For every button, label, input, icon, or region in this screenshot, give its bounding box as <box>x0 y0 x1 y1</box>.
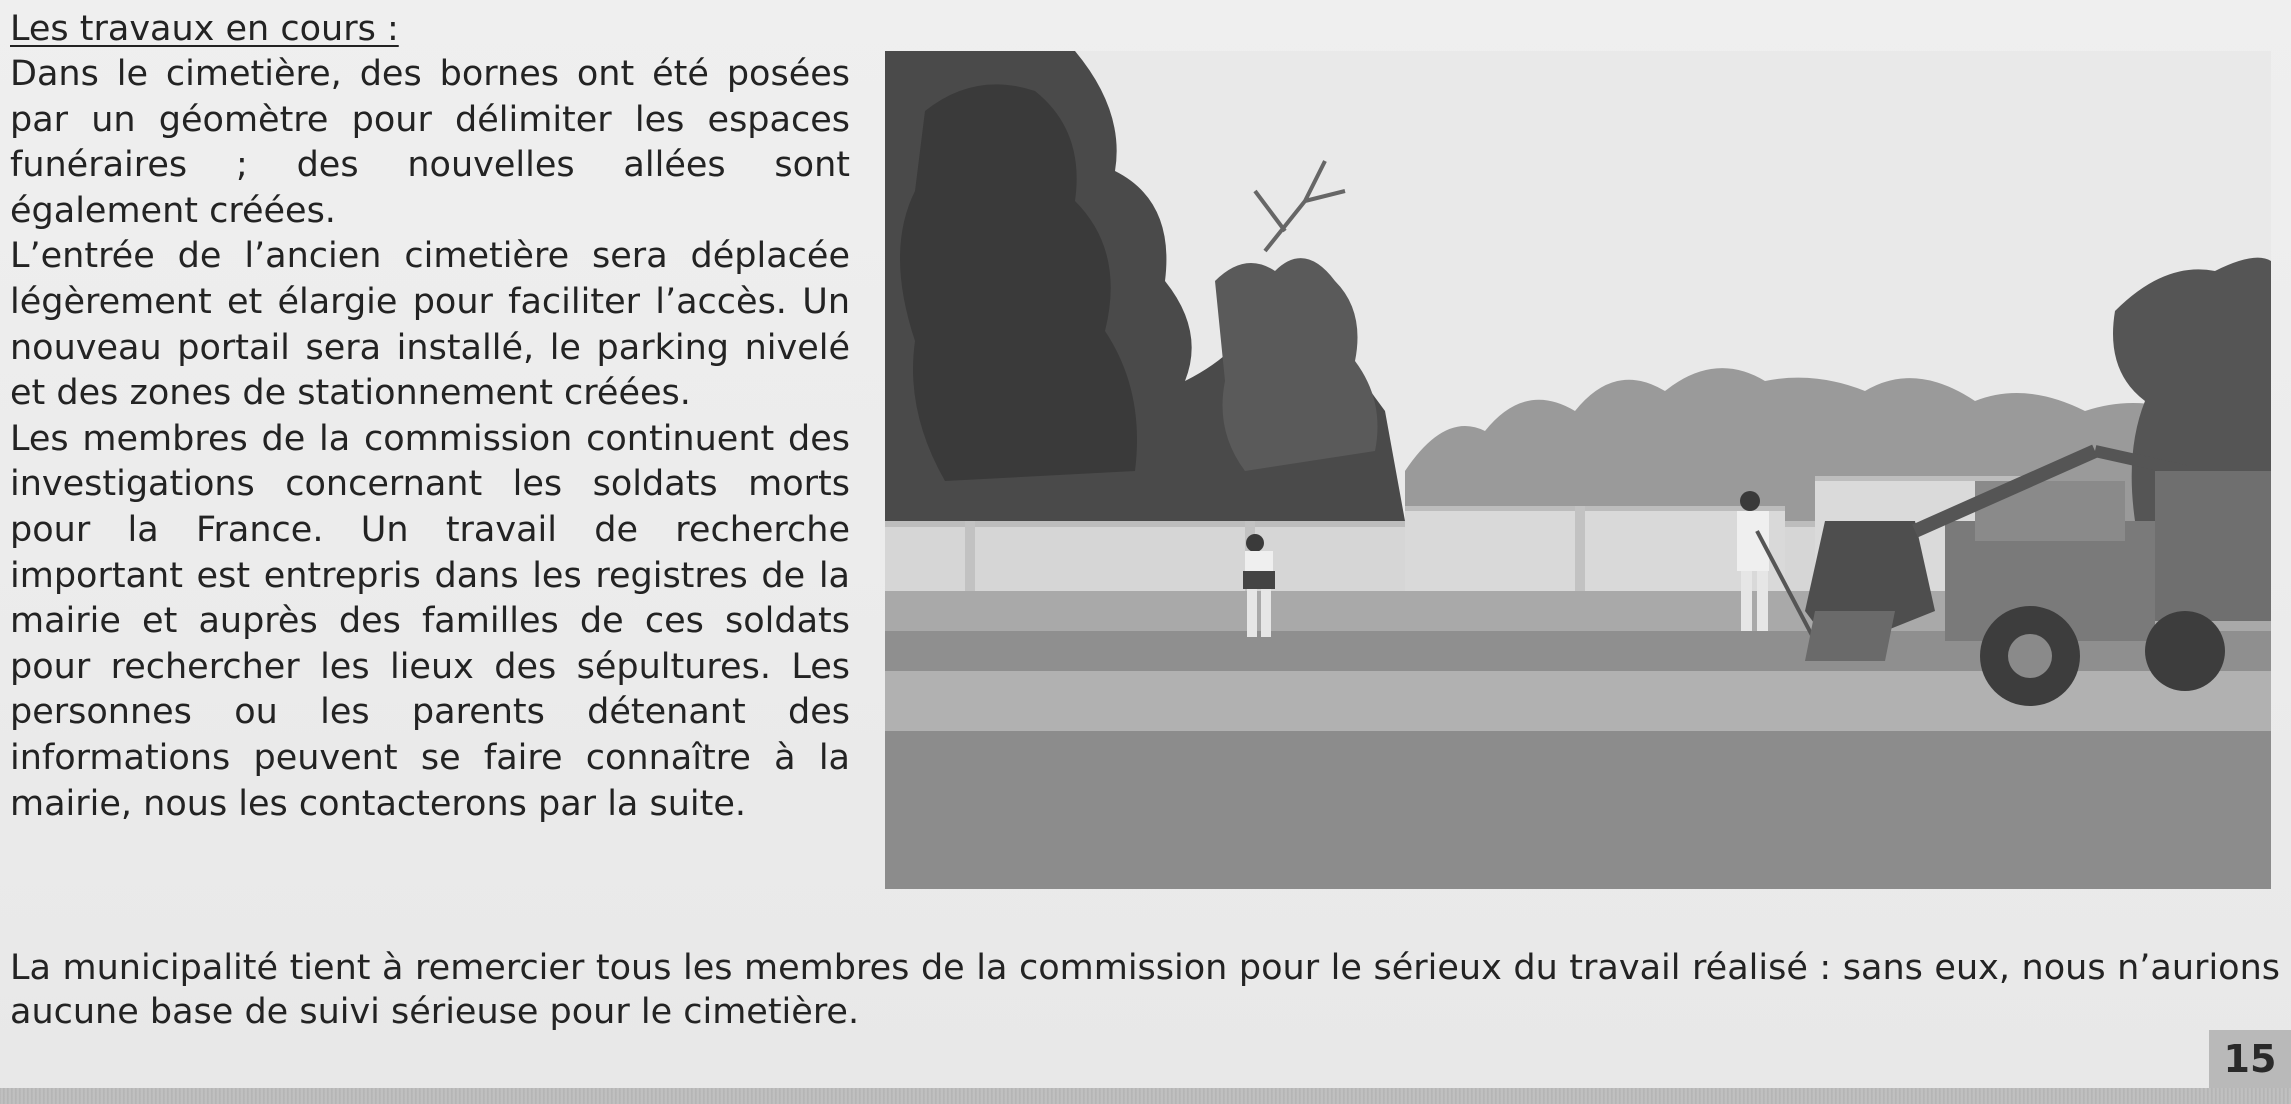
section-heading: Les travaux en cours : <box>10 9 399 49</box>
paragraph-soldiers-research: Les membres de la commission continuent des investigations concernant les soldats morts pour la France. Un travail de recherche important est entrepris dans les registres de la mairie et auprès des familles de ces soldats pour rechercher les lieux des sépultures. Les personnes ou les parents détenant des informations peuvent se faire connaître à la mairie, nous les contacterons par la suite. <box>10 418 850 824</box>
closing-paragraph <box>10 946 2280 1034</box>
paragraph-entrance-works: L’entrée de l’ancien cimetière sera déplacée légèrement et élargie pour faciliter l’accès. Un nouveau portail sera installé, le parking nivelé et des zones de stationnement créées. <box>10 236 850 414</box>
bottom-border <box>0 1088 2291 1104</box>
page-number: 15 <box>2209 1030 2291 1088</box>
thanks-text: La municipalité tient à remercier tous les membres de la commission pour le sérieux du travail réalisé : sans eux, nous n’aurions aucune base de suivi sérieuse pour le cimetière. <box>10 948 2280 1032</box>
paragraph-cemetery-boundaries: Dans le cimetière, des bornes ont été posées par un géomètre pour délimiter les espaces funéraires ; des nouvelles allées sont également créées. <box>10 54 850 231</box>
text-column <box>10 52 850 827</box>
cemetery-works-photo <box>885 51 2271 889</box>
